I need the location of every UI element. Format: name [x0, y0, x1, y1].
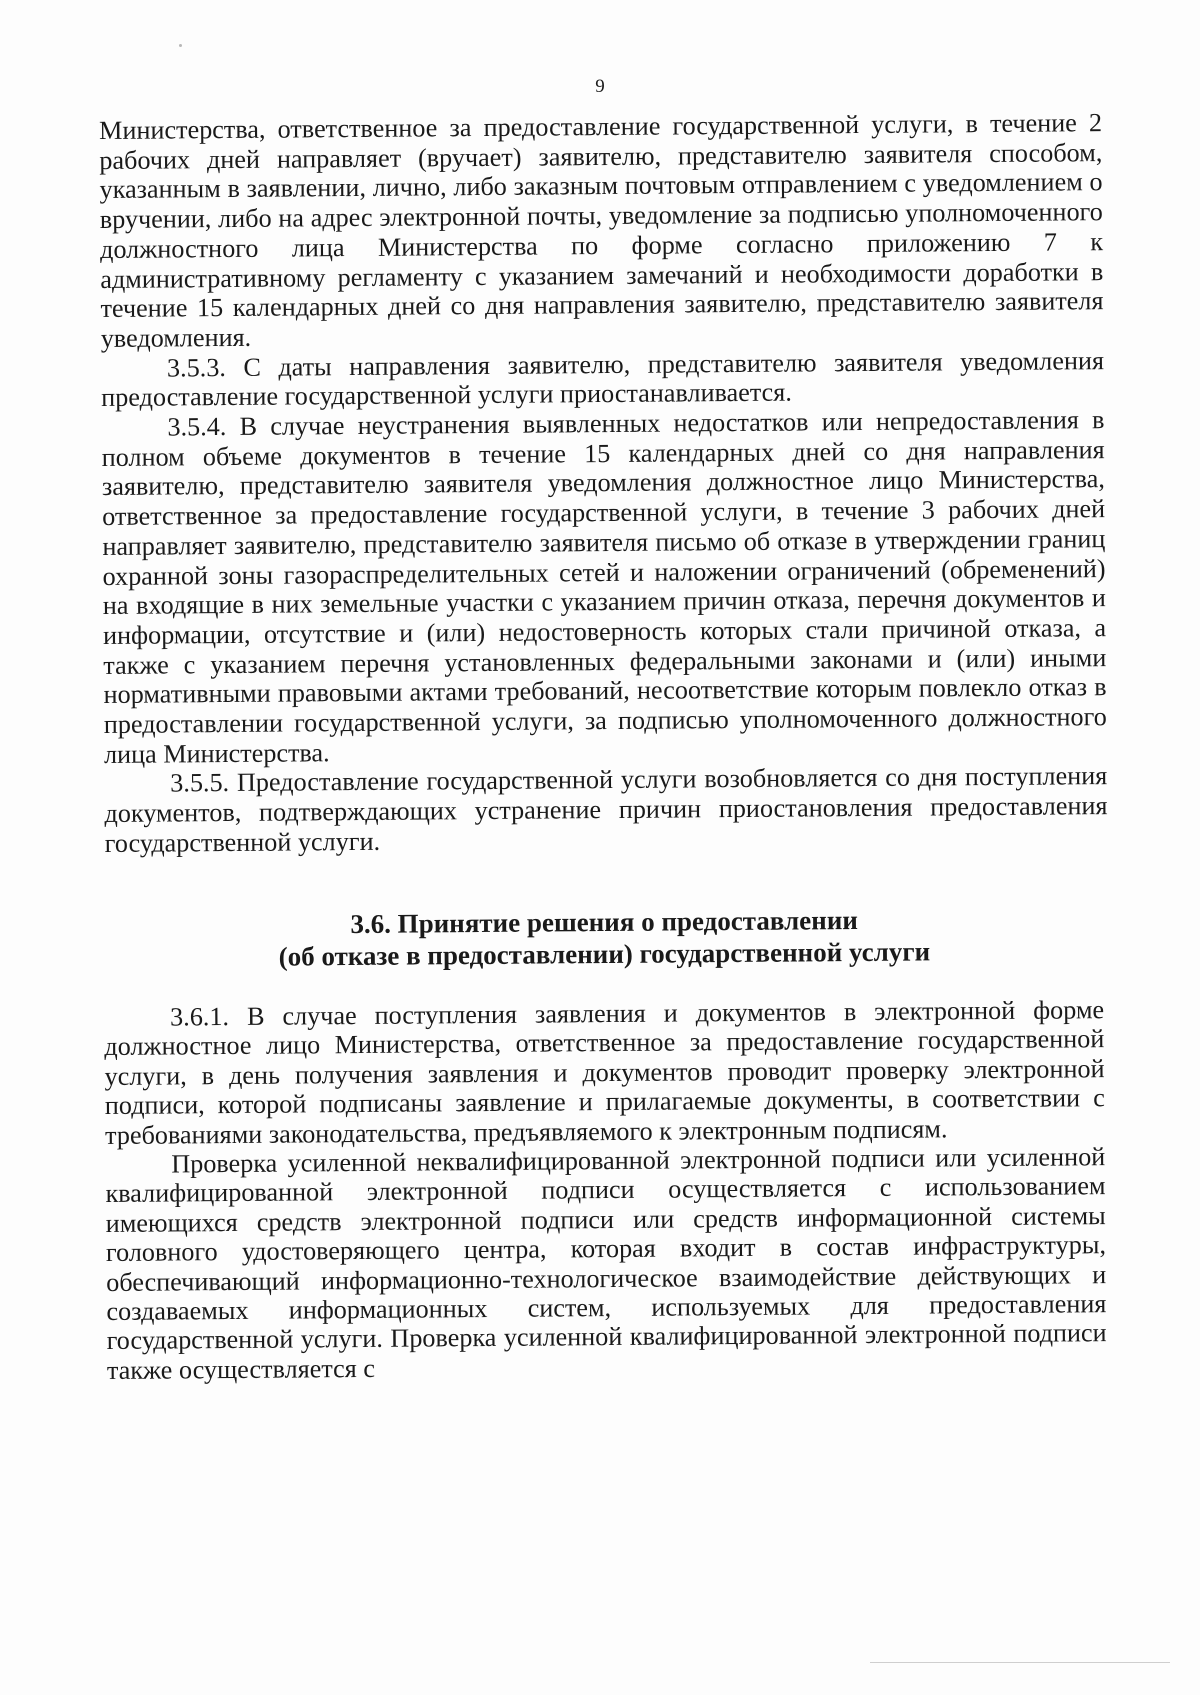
scan-speck	[179, 44, 182, 47]
text-block-top	[99, 108, 1108, 858]
section-heading-3-6	[104, 902, 1104, 974]
paragraph-3-5-3: 3.5.3. С даты направления заявителю, представителю заявителя уведомления предоставление государственной услуги приостанавливается.	[101, 345, 1105, 413]
scan-edge-line	[870, 1662, 1170, 1663]
paragraph-3-5-4: 3.5.4. В случае неустранения выявленных недостатков или непредоставления в полном объеме документов в течение 15 календарных дней со дня направления заявителю, представителю заявителя уведомления должностное лицо Министерства, ответственное за предоставление государственной услуги, в течение 3 рабочих дней направляет заявителю, представителю заявителя письмо об отказе в утверждении границ охранной зоны газораспределительных сетей и наложении ограничений (обременений) на входящие в них земельные участки с указанием причин отказа, перечня документов и информации, отсутствие и (или) недостоверность которых стали причиной отказа, а также с указанием перечня установленных федеральными законами и (или) иными нормативными правовыми актами требований, несоответствие которым повлекло отказ в предоставлении государственной услуги, за подписью уполномоченного должностного лица Министерства.	[101, 405, 1107, 769]
paragraph-continuation: Министерства, ответственное за предоставление государственной услуги, в течение 2 рабочих дней направляет (вручает) заявителю, представителю заявителя способом, указанным в заявлении, лично, либо заказным почтовым отправлением с уведомлением о вручении, либо на адрес электронной почты, уведомление за подписью уполномоченного должностного лица Министерства по форме согласно приложению 7 к административному регламенту с указанием замечаний и необходимости доработки в течение 15 календарных дней со дня направления заявителю, представителю заявителя уведомления.	[99, 108, 1104, 353]
text-block-section-3-6	[104, 995, 1107, 1385]
section-heading-line-1: 3.6. Принятие решения о предоставлении	[350, 905, 858, 939]
page-number: 9	[595, 76, 605, 97]
paragraph-3-5-5: 3.5.5. Предоставление государственной услуги возобновляется со дня поступления документов, подтверждающих устранение причин приостановления предоставления государственной услуги.	[104, 761, 1108, 858]
section-heading-line-2: (об отказе в предоставлении) государственной услуги	[278, 936, 931, 972]
paragraph-signature-check: Проверка усиленной неквалифицированной электронной подписи или усиленной квалифицированной электронной подписи осуществляется с использованием имеющихся средств электронной подписи или средств информационной системы головного удостоверяющего центра, которая входит в состав инфраструктуры, обеспечивающий информационно-технологическое взаимодействие действующих и создаваемых информационных систем, используемых для предоставления государственной услуги. Проверка усиленной квалифицированной электронной подписи также осуществляется с	[105, 1142, 1107, 1385]
paragraph-3-6-1: 3.6.1. В случае поступления заявления и документов в электронной форме должностное лицо Министерства, ответственное за предоставление государственной услуги, в день получения заявления и документов проводит проверку электронной подписи, которой подписаны заявление и прилагаемые документы, в соответствии с требованиями законодательства, предъявляемого к электронным подписям.	[104, 995, 1105, 1150]
